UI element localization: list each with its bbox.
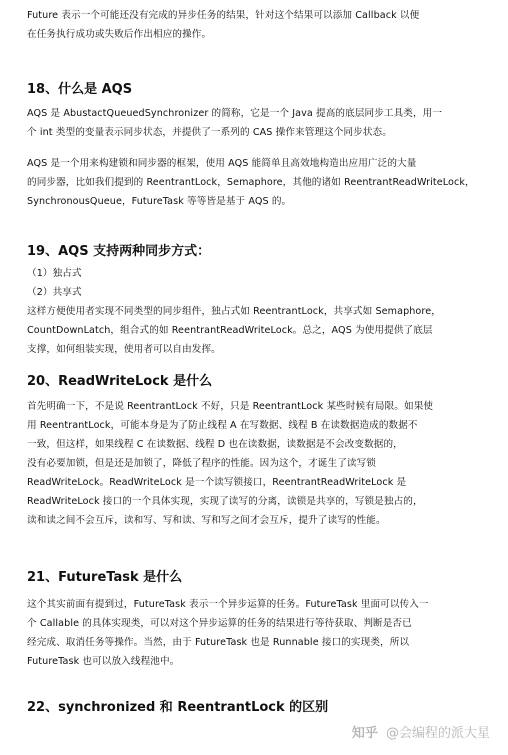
section-heading: 22、synchronized 和 ReentrantLock 的区别 — [27, 700, 329, 715]
text-line: 一致，但这样，如果线程 C 在读数据、线程 D 也在读数据，读数据是不会改变数据的， — [27, 439, 403, 450]
text-line: 用 ReentrantLock，可能本身是为了防止线程 A 在写数据、线程 B 在读数据造成的数据不 — [27, 420, 418, 431]
text-line: 支撑，如何组装实现，使用者可以自由发挥。 — [27, 344, 221, 355]
text-line: 这个其实前面有提到过，FutureTask 表示一个异步运算的任务。FutureTask 里面可以传入一 — [27, 599, 429, 610]
list-item: （2）共享式 — [27, 287, 82, 298]
text-line: 在任务执行成功或失败后作出相应的操作。 — [27, 29, 212, 40]
list-item: （1）独占式 — [27, 268, 82, 279]
section-paragraph — [27, 397, 482, 530]
section-heading: 20、ReadWriteLock 是什么 — [27, 374, 213, 389]
section-paragraph — [27, 595, 482, 671]
text-line: 个 Callable 的具体实现类，可以对这个异步运算的任务的结果进行等待获取、判断是否已 — [27, 618, 412, 629]
section-paragraph — [27, 264, 482, 359]
text-line: AQS 是一个用来构建锁和同步器的框架，使用 AQS 能简单且高效地构造出应用广泛的大量 — [27, 158, 417, 169]
text-line: 没有必要加锁，但是还是加锁了，降低了程序的性能。因为这个，才诞生了读写锁 — [27, 458, 376, 469]
section-paragraph — [27, 104, 482, 142]
text-line: 的同步器，比如我们提到的 ReentrantLock，Semaphore，其他的诸如 ReentrantReadWriteLock， — [27, 177, 475, 188]
text-line: 读和读之间不会互斥，读和写、写和读、写和写之间才会互斥，提升了读写的性能。 — [27, 515, 386, 526]
text-line: ReadWriteLock。ReadWriteLock 是一个读写锁接口，ReentrantReadWriteLock 是 — [27, 477, 407, 488]
text-line: Future 表示一个可能还没有完成的异步任务的结果，针对这个结果可以添加 Callback 以便 — [27, 10, 420, 21]
text-line: FutureTask 也可以放入线程池中。 — [27, 656, 180, 667]
section-heading: 19、AQS 支持两种同步方式： — [27, 244, 211, 259]
text-line: 首先明确一下，不是说 ReentrantLock 不好，只是 ReentrantLock 某些时候有局限。如果使 — [27, 401, 434, 412]
watermark — [352, 722, 490, 741]
text-line: 经完成、取消任务等操作。当然，由于 FutureTask 也是 Runnable 接口的实现类，所以 — [27, 637, 410, 648]
text-line: SynchronousQueue，FutureTask 等等皆是基于 AQS 的。 — [27, 196, 292, 207]
text-line: 个 int 类型的变量表示同步状态，并提供了一系列的 CAS 操作来管理这个同步状态。 — [27, 127, 392, 138]
zhihu-logo: 知乎 — [351, 726, 378, 741]
section-heading: 18、什么是 AQS — [27, 82, 133, 97]
section-heading: 21、FutureTask 是什么 — [27, 570, 183, 585]
intro-paragraph — [27, 6, 482, 44]
watermark-author: @会编程的派大星 — [385, 726, 490, 741]
text-line: 这样方便使用者实现不同类型的同步组件，独占式如 ReentrantLock，共享式如 Semaphore， — [27, 306, 441, 317]
text-line: ReadWriteLock 接口的一个具体实现，实现了读写的分离，读锁是共享的，写锁是独占的， — [27, 496, 423, 507]
text-line: AQS 是 AbustactQueuedSynchronizer 的简称，它是一个 Java 提高的底层同步工具类，用一 — [27, 108, 443, 119]
text-line: CountDownLatch，组合式的如 ReentrantReadWriteLock。总之，AQS 为使用提供了底层 — [27, 325, 433, 336]
section-paragraph — [27, 154, 482, 211]
